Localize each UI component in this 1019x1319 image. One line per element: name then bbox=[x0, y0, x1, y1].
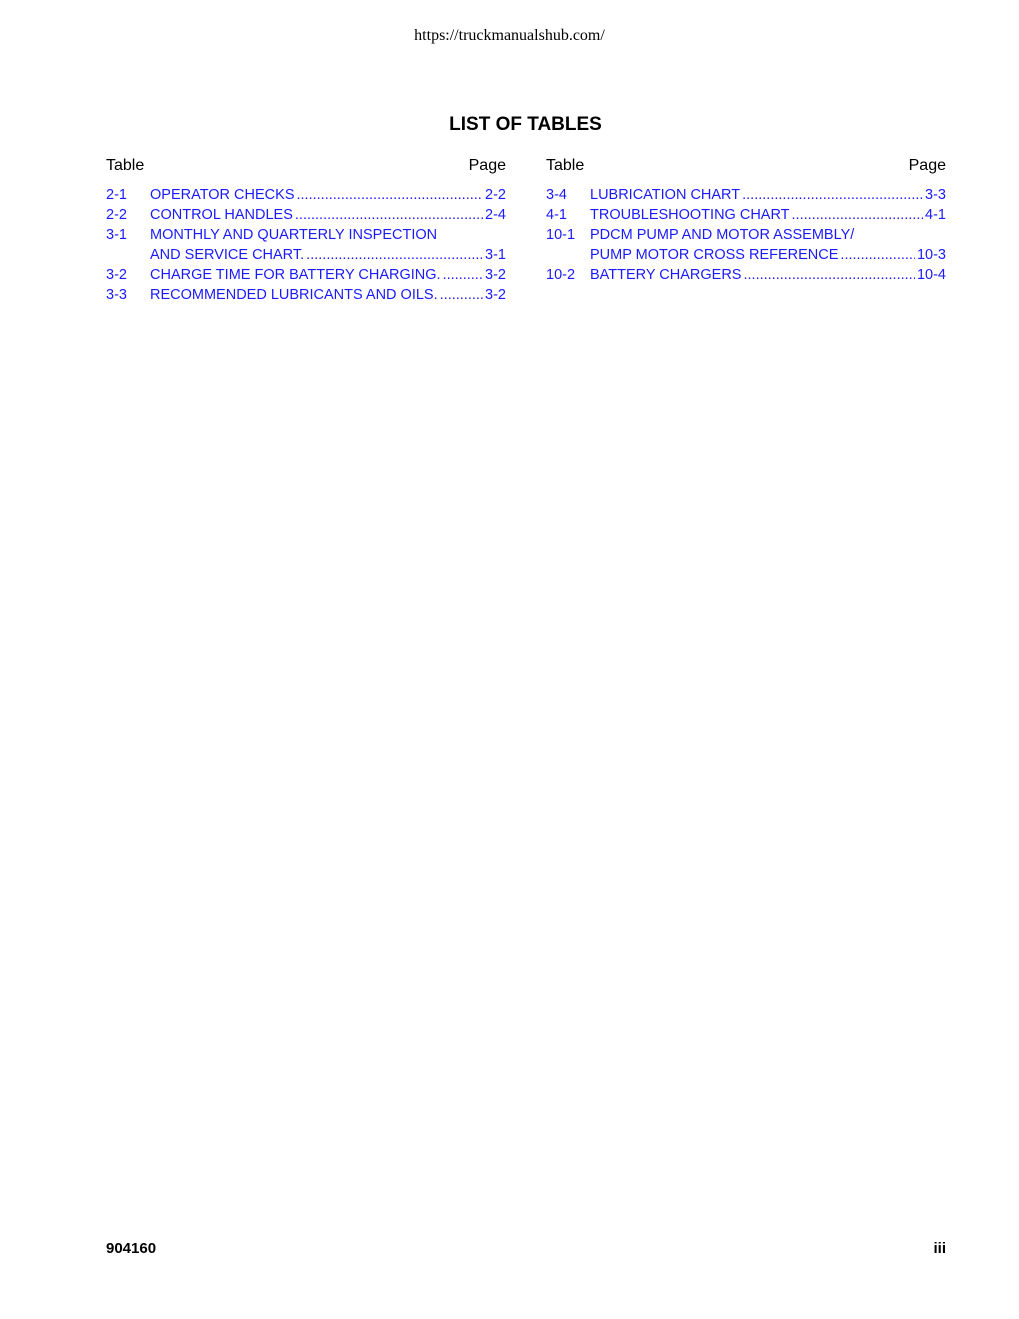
toc-entry-line[interactable] bbox=[546, 245, 946, 265]
toc-entry[interactable] bbox=[546, 205, 946, 225]
dot-leader bbox=[443, 265, 483, 285]
footer-doc-number: 904160 bbox=[106, 1240, 157, 1257]
page-column-label: Page bbox=[908, 157, 946, 174]
table-number: 3-2 bbox=[106, 267, 127, 283]
table-title[interactable]: OPERATOR CHECKS bbox=[150, 187, 295, 203]
dot-leader bbox=[743, 265, 914, 285]
table-title[interactable]: LUBRICATION CHART bbox=[590, 187, 741, 203]
table-title[interactable]: PUMP MOTOR CROSS REFERENCE bbox=[590, 247, 839, 263]
table-title[interactable]: CHARGE TIME FOR BATTERY CHARGING. bbox=[150, 267, 441, 283]
page-reference[interactable]: 3-2 bbox=[485, 267, 506, 283]
table-number: 3-4 bbox=[546, 187, 567, 203]
toc-entry-line[interactable] bbox=[546, 185, 946, 205]
toc-entry-line[interactable] bbox=[106, 225, 506, 245]
table-title[interactable]: MONTHLY AND QUARTERLY INSPECTION bbox=[150, 227, 438, 243]
page-column-label: Page bbox=[468, 157, 506, 174]
column-header bbox=[546, 157, 946, 177]
column-header bbox=[106, 157, 506, 177]
table-title[interactable]: TROUBLESHOOTING CHART bbox=[590, 207, 790, 223]
toc-entry[interactable] bbox=[106, 285, 506, 305]
toc-entry-line[interactable] bbox=[546, 265, 946, 285]
table-number: 10-1 bbox=[546, 227, 576, 243]
toc-entry[interactable] bbox=[106, 225, 506, 265]
toc-entry[interactable] bbox=[546, 225, 946, 265]
dot-leader bbox=[840, 245, 915, 265]
page-reference[interactable]: 3-2 bbox=[485, 287, 506, 303]
header-url: https://truckmanualshub.com/ bbox=[414, 27, 605, 44]
toc-entry-line[interactable] bbox=[106, 285, 506, 305]
table-column-label: Table bbox=[546, 157, 585, 174]
page-reference[interactable]: 4-1 bbox=[925, 207, 946, 223]
table-column-label: Table bbox=[106, 157, 145, 174]
toc-entry-line[interactable] bbox=[546, 225, 946, 245]
toc-column-left bbox=[106, 157, 506, 305]
toc-entry-line[interactable] bbox=[106, 245, 506, 265]
page-reference[interactable]: 3-3 bbox=[925, 187, 946, 203]
table-title[interactable]: BATTERY CHARGERS bbox=[590, 267, 742, 283]
toc-entry[interactable] bbox=[106, 265, 506, 285]
table-title[interactable]: PDCM PUMP AND MOTOR ASSEMBLY/ bbox=[590, 227, 855, 243]
toc-entries bbox=[106, 185, 506, 305]
toc-column-right bbox=[546, 157, 946, 285]
toc-entry[interactable] bbox=[546, 185, 946, 205]
page-reference[interactable]: 10-4 bbox=[916, 267, 946, 283]
table-number: 3-3 bbox=[106, 287, 127, 303]
toc-entry[interactable] bbox=[106, 205, 506, 225]
page-reference[interactable]: 10-3 bbox=[916, 247, 946, 263]
table-number: 3-1 bbox=[106, 227, 127, 243]
table-number: 10-2 bbox=[546, 267, 576, 283]
dot-leader bbox=[440, 285, 483, 305]
toc-entry-line[interactable] bbox=[106, 205, 506, 225]
table-title[interactable]: CONTROL HANDLES bbox=[150, 207, 293, 223]
footer-page-number: iii bbox=[933, 1240, 946, 1257]
dot-leader bbox=[742, 185, 923, 205]
table-title[interactable]: RECOMMENDED LUBRICANTS AND OILS. bbox=[150, 287, 438, 303]
dot-leader bbox=[297, 185, 484, 205]
toc-entries bbox=[546, 185, 946, 285]
toc-entry[interactable] bbox=[106, 185, 506, 205]
page-reference[interactable]: 3-1 bbox=[485, 247, 506, 263]
table-title[interactable]: AND SERVICE CHART. bbox=[150, 247, 305, 263]
table-number: 2-1 bbox=[106, 187, 127, 203]
table-number: 4-1 bbox=[546, 207, 567, 223]
page-reference[interactable]: 2-4 bbox=[485, 207, 506, 223]
toc-entry[interactable] bbox=[546, 265, 946, 285]
toc-entry-line[interactable] bbox=[106, 265, 506, 285]
toc-entry-line[interactable] bbox=[546, 205, 946, 225]
page-title: LIST OF TABLES bbox=[449, 114, 602, 135]
page-reference[interactable]: 2-2 bbox=[485, 187, 506, 203]
toc-entry-line[interactable] bbox=[106, 185, 506, 205]
dot-leader bbox=[792, 205, 924, 225]
dot-leader bbox=[306, 245, 483, 265]
dot-leader bbox=[295, 205, 483, 225]
table-number: 2-2 bbox=[106, 207, 127, 223]
